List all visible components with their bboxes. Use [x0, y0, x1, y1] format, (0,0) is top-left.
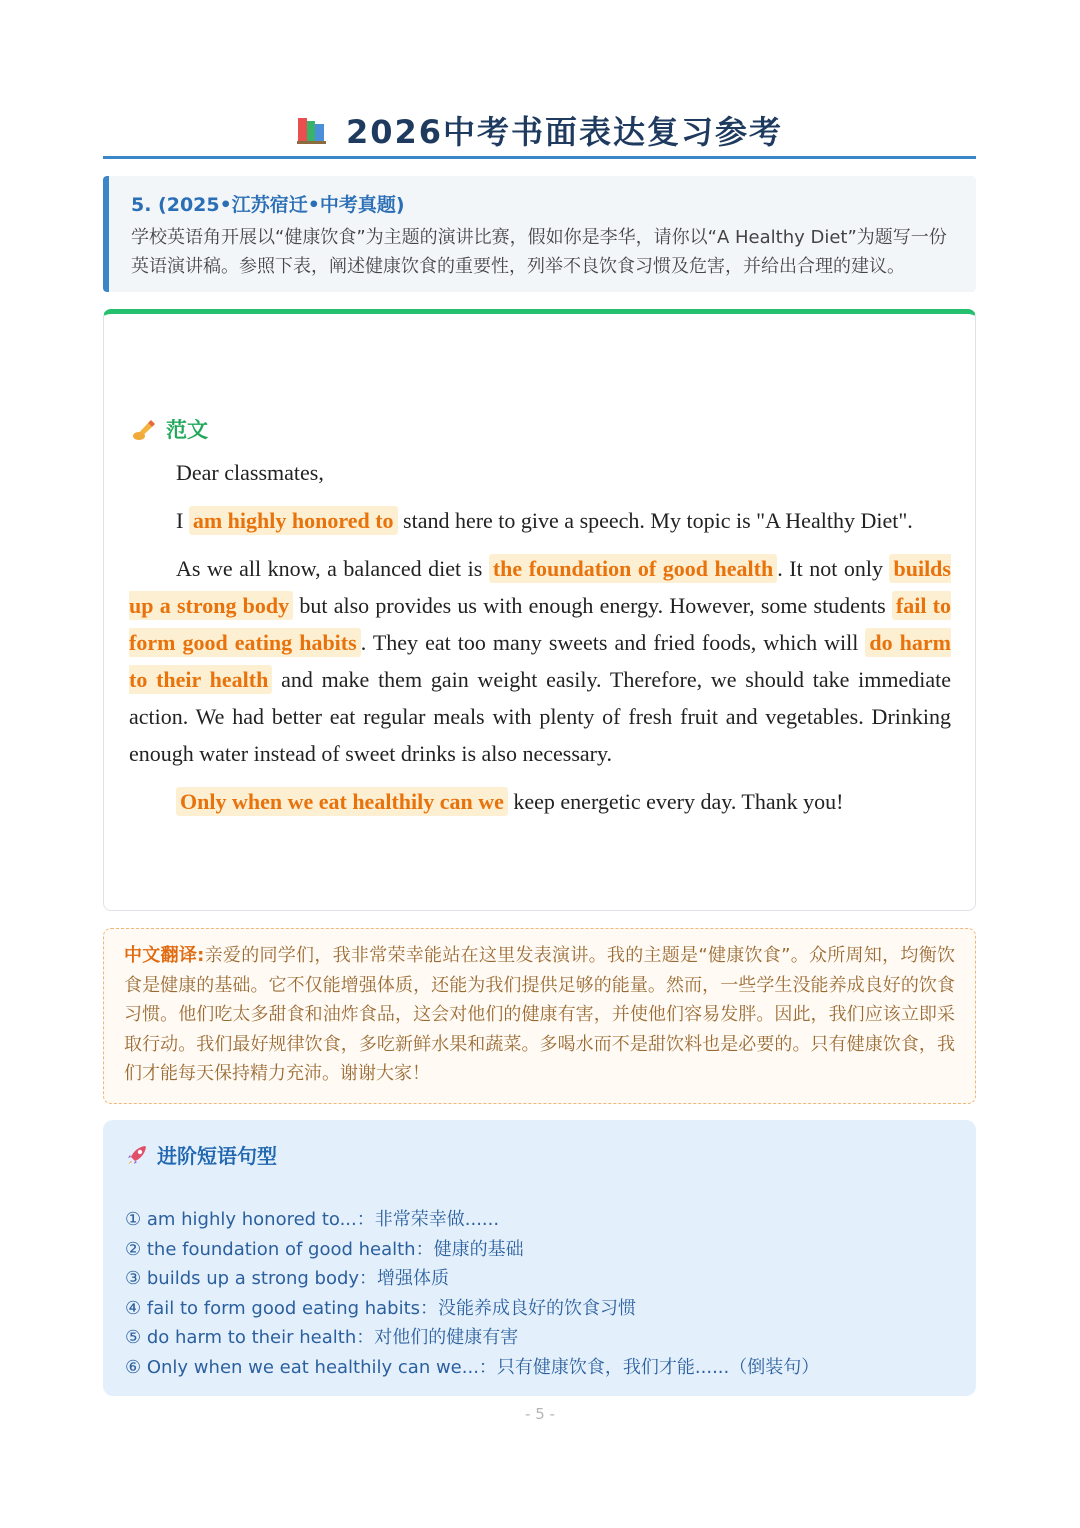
- list-item: ① am highly honored to...：非常荣幸做......: [125, 1209, 500, 1230]
- essay-card: [103, 309, 976, 911]
- essay-paragraph-3: Only when we eat healthily can we keep energetic every day. Thank you!: [129, 783, 951, 820]
- phrases-header: [125, 1140, 956, 1169]
- writing-hand-icon: [132, 417, 158, 441]
- highlight-phrase: builds up a strong body: [129, 556, 951, 618]
- rocket-icon: [125, 1143, 149, 1167]
- list-item: ② the foundation of good health：健康的基础: [125, 1238, 524, 1260]
- translation-label: 中文翻译:: [124, 945, 205, 966]
- list-item: ④ fail to form good eating habits：没能养成良好的饮食习惯: [125, 1297, 637, 1319]
- highlight-phrase: fail to form good eating habits: [129, 593, 951, 655]
- translation-box: [103, 928, 976, 1104]
- page-title: 2026中考书面表达复习参考: [345, 113, 784, 151]
- essay-paragraph-2: As we all know, a balanced diet is the foundation of good health . It not only builds up a strong body but also provides us with enough energy. However, some students fail to form good eating habits . They eat too many sweets and fried foods, which will do harm to their health and make them gain weight easily. Therefore, we should take immediate action. We had better eat regular meals with plenty of fresh fruit and vegetables. Drinking enough water instead of sweet drinks is also necessary.: [129, 556, 952, 766]
- essay-header: [132, 414, 208, 444]
- title-divider: [103, 156, 976, 159]
- page-number: - 5 -: [525, 1405, 555, 1423]
- page-header: [103, 104, 976, 156]
- highlight-phrase: Only when we eat healthily can we: [176, 787, 508, 816]
- essay-text: [129, 454, 951, 831]
- list-item: ⑥ Only when we eat healthily can we...：只有健康饮食，我们才能......（倒装句）: [125, 1356, 820, 1378]
- phrases-list: [125, 1205, 956, 1382]
- essay-label: 范文: [166, 418, 208, 442]
- highlight-phrase: the foundation of good health: [489, 554, 777, 583]
- essay-paragraph-1: I am highly honored to stand here to give a speech. My topic is "A Healthy Diet".: [176, 508, 913, 533]
- question-body: 学校英语角开展以“健康饮食”为主题的演讲比赛，假如你是李华，请你以“A Healthy Diet”为题写一份英语演讲稿。参照下表，阐述健康饮食的重要性，列举不良饮食习惯及危害，并给出合理的建议。: [131, 227, 947, 277]
- list-item: ⑤ do harm to their health：对他们的健康有害: [125, 1327, 519, 1348]
- books-icon: [296, 115, 330, 145]
- question-title: 5. (2025•江苏宿迁•中考真题): [131, 194, 405, 216]
- highlight-phrase: am highly honored to: [189, 506, 398, 535]
- phrases-label: 进阶短语句型: [157, 1144, 277, 1168]
- question-box: [103, 176, 976, 292]
- translation-text: 亲爱的同学们，我非常荣幸能站在这里发表演讲。我的主题是“健康饮食”。众所周知，均衡饮食是健康的基础。它不仅能增强体质，还能为我们提供足够的能量。然而，一些学生没能养成良好的饮食习惯。他们吃太多甜食和油炸食品，这会对他们的健康有害，并使他们容易发胖。因此，我们应该立即采取行动。我们最好规律饮食，多吃新鲜水果和蔬菜。多喝水而不是甜饮料也是必要的。只有健康饮食，我们才能每天保持精力充沛。谢谢大家！: [124, 945, 955, 1084]
- phrases-box: [103, 1120, 976, 1396]
- highlight-phrase: do harm to their health: [129, 630, 952, 692]
- essay-greeting: Dear classmates,: [176, 460, 324, 485]
- list-item: ③ builds up a strong body：增强体质: [125, 1268, 450, 1289]
